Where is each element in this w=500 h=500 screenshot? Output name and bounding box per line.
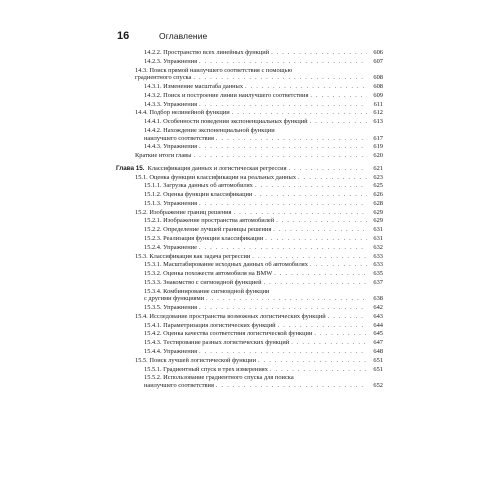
toc-subsection-entry: [116, 244, 383, 252]
running-head: [117, 30, 207, 42]
dot-leader: [254, 191, 367, 199]
toc-entry-line: [144, 83, 383, 91]
toc-entry-text: [144, 366, 268, 374]
toc-entry-text: [144, 339, 289, 347]
dot-leader: [199, 244, 367, 252]
toc-entry-title: Классификация данных и логистическая регрессия: [147, 164, 287, 172]
toc-entry-line: [135, 253, 383, 261]
toc-entry-line: [144, 101, 383, 109]
toc-entry-title-continuation: наилучшего соответствия: [144, 381, 214, 389]
toc-entry-title: 14.3.1. Изменение масштаба данных: [144, 83, 244, 91]
toc-entry-line: [144, 330, 383, 338]
toc-entry-line: [144, 279, 383, 287]
toc-entry-title: 14.4.2. Нахождение экспоненциальной функции: [144, 127, 275, 135]
dot-leader: [265, 235, 367, 243]
page-number: 16: [117, 30, 130, 42]
toc-page-number: 648: [373, 348, 383, 355]
toc-entry-line: [144, 217, 383, 225]
toc-section-entry: [116, 209, 383, 217]
dot-leader: [252, 253, 367, 261]
toc-subsection-entry: [116, 270, 383, 278]
dot-leader: [233, 209, 367, 217]
toc-entry-title: 15.1.2. Оценка функции классификации: [144, 191, 253, 199]
table-of-contents: [116, 48, 383, 390]
dot-leader: [199, 348, 367, 356]
toc-section-entry: [116, 313, 383, 321]
toc-page-number: 607: [373, 57, 383, 65]
toc-entry-text: [135, 209, 231, 217]
toc-entry-text: [135, 109, 230, 117]
toc-entry-text: [144, 304, 197, 312]
dot-leader: [258, 357, 367, 365]
toc-subsection-entry: [116, 235, 383, 243]
dot-leader: [270, 366, 367, 374]
toc-entry-title: 15.5.1. Градиентный спуск в трех измерениях: [144, 365, 268, 373]
toc-subsection-entry: [116, 182, 383, 190]
toc-entry-title: 15.1.3. Упражнения: [144, 199, 198, 207]
toc-entry-title: 15.4.3. Тестирование разных логистических функций: [144, 339, 290, 347]
toc-page-number: 611: [373, 100, 383, 108]
toc-subsection-entry: [116, 304, 383, 312]
dot-leader: [310, 92, 367, 100]
toc-entry-text: [144, 200, 197, 208]
toc-subsection-entry: [116, 279, 383, 287]
toc-page-number: 652: [373, 381, 383, 389]
toc-entry-title: 15.1. Оценка функции классификации на реальных данных: [135, 173, 297, 181]
toc-entry-title: 14.4. Подбор нелинейной функции: [135, 109, 230, 117]
toc-subsection-entry: [116, 288, 383, 303]
dot-leader: [245, 83, 367, 91]
toc-page-number: 633: [373, 261, 383, 269]
toc-entry-line: [144, 261, 383, 269]
toc-chapter-entry: [116, 165, 383, 173]
toc-page-number: 625: [373, 182, 383, 190]
toc-page-number: 635: [373, 270, 383, 278]
toc-subsection-entry: [116, 348, 383, 356]
dot-leader: [328, 313, 367, 321]
toc-entry-line: [144, 382, 383, 390]
toc-page-number: 629: [373, 217, 383, 225]
toc-entry-line: [135, 209, 383, 217]
toc-entry-line: [144, 339, 383, 347]
dot-leader: [216, 382, 367, 390]
dot-leader: [271, 49, 367, 57]
dot-leader: [193, 74, 367, 82]
toc-page-number: 631: [373, 226, 383, 234]
toc-section-entry: [116, 109, 383, 117]
toc-entry-text: [144, 270, 272, 278]
toc-page-number: 643: [373, 312, 383, 320]
toc-page-number: 651: [373, 365, 383, 373]
dot-leader: [206, 295, 367, 303]
dot-leader: [310, 261, 367, 269]
toc-page-number: 642: [373, 304, 383, 312]
toc-subsection-entry: [116, 374, 383, 389]
toc-entry-title: 15.3.5. Упражнения: [144, 304, 198, 312]
toc-subsection-entry: [116, 101, 383, 109]
toc-entry-line: [144, 322, 383, 330]
toc-entry-title: 15.3.3. Знакомство с сигмоидной функцией: [144, 278, 262, 286]
dot-leader: [289, 165, 367, 173]
toc-entry-title-continuation: наилучшего соответствия: [144, 134, 214, 142]
toc-page-number: 620: [373, 152, 383, 160]
chapter-label: Глава 15.: [116, 164, 145, 172]
toc-entry-line: [135, 313, 383, 321]
toc-entry-title: 15.2.4. Упражнение: [144, 243, 197, 251]
toc-entry-text: [144, 295, 204, 303]
toc-subsection-entry: [116, 92, 383, 100]
toc-entry-title: 15.5.2. Использование градиентного спуска для поиска: [144, 374, 294, 382]
toc-page-number: 623: [373, 173, 383, 181]
toc-entry-title-continuation: с другими функциями: [144, 295, 205, 303]
dot-leader: [298, 174, 367, 182]
toc-entry-text: [144, 101, 197, 109]
toc-page-number: 644: [373, 321, 383, 329]
toc-section-entry: [116, 253, 383, 261]
toc-entry-title: 15.4.2. Оценка качества соответствия логистической функции: [144, 330, 313, 338]
toc-section-entry: [116, 174, 383, 182]
dot-leader: [199, 143, 367, 151]
toc-subsection-entry: [116, 322, 383, 330]
toc-entry-text: [144, 58, 197, 66]
toc-subsection-entry: [116, 49, 383, 57]
toc-entry-title: 14.2.2. Пространство всех линейных функций: [144, 49, 270, 57]
toc-entry-title: 14.4.1. Особенности поведения экспоненциальных функций: [144, 118, 308, 126]
toc-entry-text: [144, 261, 308, 269]
toc-entry-title: 15.4.1. Параметризация логистических функций: [144, 321, 276, 329]
toc-entry-title: 14.2.3. Упражнения: [144, 57, 198, 65]
toc-entry-text: [144, 135, 214, 143]
toc-subsection-entry: [116, 339, 383, 347]
dot-leader: [278, 322, 367, 330]
toc-page-number: 645: [373, 330, 383, 338]
toc-entry-title: 15.4. Исследование пространства возможных логистических функций: [135, 312, 326, 320]
toc-entry-line: [144, 226, 383, 234]
toc-entry-line: [135, 152, 383, 160]
toc-entry-text: [144, 118, 308, 126]
toc-entry-text: [144, 244, 197, 252]
toc-entry-title: 15.2.3. Реализация функции классификации: [144, 235, 264, 243]
toc-entry-line: [144, 348, 383, 356]
toc-entry-title: 15.2.1. Изображение пространства автомобилей: [144, 217, 275, 225]
toc-entry-line: [144, 58, 383, 66]
dot-leader: [264, 279, 368, 287]
toc-page-number: 633: [373, 252, 383, 260]
toc-page-number: 612: [373, 109, 383, 117]
toc-entry-text: [144, 382, 214, 390]
toc-entry-line: [144, 118, 383, 126]
toc-page-number: 617: [373, 134, 383, 142]
toc-entry-text: [144, 83, 243, 91]
dot-leader: [232, 109, 367, 117]
toc-page-number: 621: [373, 164, 383, 172]
toc-entry-title: Краткие итоги главы: [135, 152, 192, 160]
toc-entry-text: [135, 174, 296, 182]
toc-entry-text: [144, 279, 262, 287]
running-head-title: Оглавление: [159, 31, 208, 41]
toc-entry-text: [135, 253, 250, 261]
toc-entry-line: [144, 244, 383, 252]
toc-entry-title: 14.3.2. Поиск и построение линии наилучшего соответствия: [144, 91, 309, 99]
dot-leader: [276, 217, 367, 225]
toc-entry-line: [144, 295, 383, 303]
toc-entry-line: [144, 235, 383, 243]
toc-entry-text: [144, 226, 271, 234]
toc-entry-line: [144, 200, 383, 208]
toc-entry-text: [144, 191, 252, 199]
toc-entry-title: 15.3.1. Масштабирование исходных данных об автомобилях: [144, 261, 308, 269]
toc-entry-line: [144, 143, 383, 151]
toc-page-number: 631: [373, 235, 383, 243]
toc-subsection-entry: [116, 261, 383, 269]
toc-section-entry: [116, 67, 383, 82]
toc-entry-line: [135, 357, 383, 365]
toc-entry-title: 15.5. Поиск лучшей логистической функции: [135, 356, 256, 364]
toc-page-number: 638: [373, 295, 383, 303]
toc-entry-title: 15.4.4. Упражнения: [144, 348, 198, 355]
toc-subsection-entry: [116, 83, 383, 91]
toc-page-number: 651: [373, 356, 383, 364]
toc-entry-line: [144, 92, 383, 100]
toc-section-entry: [116, 152, 383, 160]
toc-entry-line: [144, 182, 383, 190]
toc-subsection-entry: [116, 200, 383, 208]
toc-entry-title: 15.3. Классификация как задача регрессии: [135, 252, 251, 260]
toc-subsection-entry: [116, 143, 383, 151]
toc-entry-text: [144, 143, 197, 151]
toc-page-number: 632: [373, 243, 383, 251]
toc-subsection-entry: [116, 217, 383, 225]
toc-page-number: 637: [373, 278, 383, 286]
toc-entry-line: [144, 49, 383, 57]
dot-leader: [310, 118, 367, 126]
dot-leader: [273, 226, 367, 234]
toc-subsection-entry: [116, 58, 383, 66]
toc-entry-text: [135, 74, 191, 82]
toc-entry-text: [135, 313, 326, 321]
toc-page-number: 608: [373, 83, 383, 91]
toc-entry-text: [144, 49, 269, 57]
toc-entry-title-continuation: градиентного спуска: [135, 74, 192, 82]
toc-entry-text: [135, 357, 256, 365]
dot-leader: [199, 58, 367, 66]
toc-entry-line: [135, 174, 383, 182]
dot-leader: [216, 135, 367, 143]
toc-entry-text: [144, 92, 308, 100]
toc-entry-line: [144, 304, 383, 312]
dot-leader: [255, 182, 367, 190]
toc-entry-text: [144, 322, 276, 330]
toc-entry-title: 15.2. Изображение границ решения: [135, 208, 232, 216]
dot-leader: [314, 330, 367, 338]
toc-entry-line: [144, 366, 383, 374]
toc-entry-text: [144, 217, 274, 225]
toc-subsection-entry: [116, 118, 383, 126]
toc-entry-text: [144, 235, 263, 243]
toc-entry-line: [135, 74, 383, 82]
dot-leader: [199, 101, 367, 109]
toc-page-number: 628: [373, 199, 383, 207]
toc-entry-title: 15.3.4. Комбинирование сигмоидной функции: [144, 287, 270, 295]
toc-subsection-entry: [116, 366, 383, 374]
toc-entry-line: [116, 165, 383, 173]
toc-page-number: 626: [373, 191, 383, 199]
dot-leader: [199, 304, 367, 312]
dot-leader: [199, 200, 367, 208]
toc-page-number: 609: [373, 91, 383, 99]
toc-entry-title: 15.2.2. Определение лучшей границы решения: [144, 226, 272, 234]
toc-page-number: 647: [373, 339, 383, 347]
toc-entry-line: [144, 191, 383, 199]
toc-page-number: 608: [373, 74, 383, 82]
dot-leader: [193, 152, 367, 160]
toc-entry-line: [144, 135, 383, 143]
toc-subsection-entry: [116, 127, 383, 142]
toc-entry-text: [116, 165, 287, 173]
toc-entry-text: [144, 348, 197, 356]
toc-entry-line: [135, 109, 383, 117]
dot-leader: [274, 270, 367, 278]
toc-subsection-entry: [116, 330, 383, 338]
toc-page-number: 629: [373, 208, 383, 216]
toc-entry-title: 14.4.3. Упражнения: [144, 143, 198, 151]
toc-entry-text: [144, 330, 312, 338]
toc-entry-title: 14.3. Поиск прямой наилучшего соответствия с помощью: [135, 66, 293, 74]
toc-subsection-entry: [116, 191, 383, 199]
dot-leader: [291, 339, 367, 347]
toc-entry-line: [144, 270, 383, 278]
toc-page-number: 613: [373, 118, 383, 126]
toc-entry-title: 15.3.2. Оценка похожести автомобиля на BMW: [144, 270, 273, 278]
toc-entry-title: 15.1.1. Загрузка данных об автомобилях: [144, 182, 253, 190]
toc-entry-text: [135, 152, 191, 160]
toc-page-number: 606: [373, 49, 383, 57]
toc-entry-title: 14.3.3. Упражнения: [144, 100, 198, 108]
toc-page-number: 619: [373, 143, 383, 151]
toc-section-entry: [116, 357, 383, 365]
toc-subsection-entry: [116, 226, 383, 234]
toc-entry-text: [144, 182, 253, 190]
